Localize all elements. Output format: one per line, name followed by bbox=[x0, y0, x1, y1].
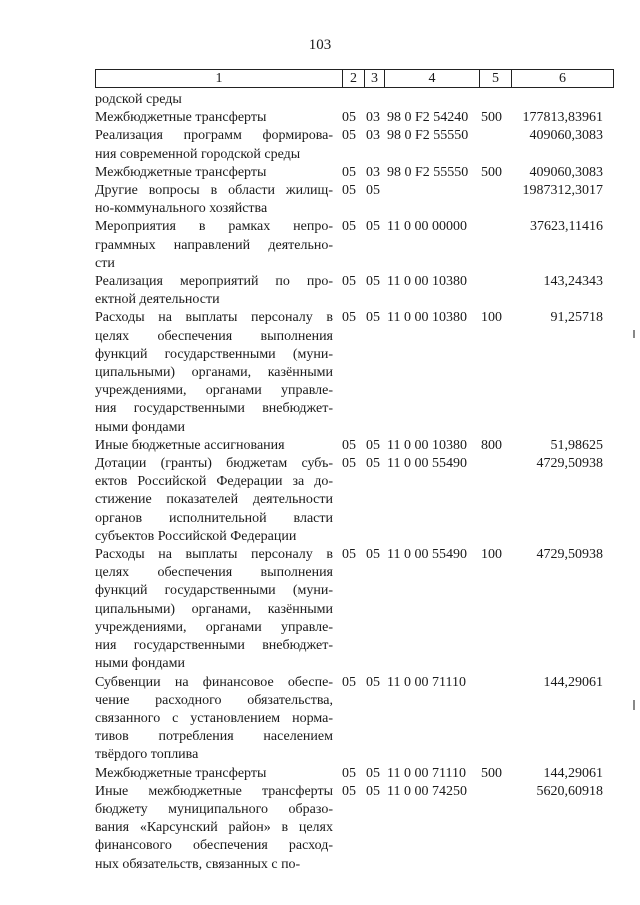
subsection-code: 03 bbox=[366, 110, 380, 126]
description-line: субъектов Российской Федерации bbox=[95, 528, 297, 544]
column-header-4: 4 bbox=[385, 70, 480, 88]
target-article-code: 98 0 F2 54240 bbox=[387, 110, 469, 126]
row-description bbox=[95, 783, 333, 874]
expense-type-code: 500 bbox=[481, 110, 502, 126]
subsection-code: 05 bbox=[366, 437, 380, 453]
target-article-code: 98 0 F2 55550 bbox=[387, 164, 469, 180]
description-line: целях обеспечения выполнения bbox=[95, 328, 333, 344]
description-line: ектной деятельности bbox=[95, 292, 220, 308]
target-article-code: 11 0 00 10380 bbox=[387, 274, 467, 290]
description-line: Мероприятия в рамках непро- bbox=[95, 219, 333, 235]
section-code: 05 bbox=[342, 765, 356, 781]
column-header-5: 5 bbox=[480, 70, 512, 88]
description-line: тивов потребления населением bbox=[95, 729, 333, 745]
subsection-code: 03 bbox=[366, 128, 380, 144]
row-description bbox=[95, 309, 333, 436]
description-line: функций государственными (муни- bbox=[95, 346, 333, 362]
column-header-2: 2 bbox=[343, 70, 365, 88]
table-row bbox=[95, 765, 615, 783]
subsection-code: 05 bbox=[366, 783, 380, 799]
table-row bbox=[95, 218, 615, 273]
expense-type-code: 500 bbox=[481, 164, 502, 180]
amount: 4729,50938 bbox=[536, 456, 603, 472]
description-line: связанного с установлением норма- bbox=[95, 710, 333, 726]
row-description bbox=[95, 273, 333, 309]
amount: 4729,50938 bbox=[536, 547, 603, 563]
budget-table-body bbox=[95, 91, 615, 874]
row-description bbox=[95, 182, 333, 218]
subsection-code: 05 bbox=[366, 310, 380, 326]
amount: 37623,11416 bbox=[530, 219, 603, 235]
description-line: ципальными) органами, казёнными bbox=[95, 365, 333, 381]
amount: 5620,60918 bbox=[536, 783, 603, 799]
section-code: 05 bbox=[342, 110, 356, 126]
expense-type-code: 800 bbox=[481, 437, 502, 453]
description-line: родской среды bbox=[95, 92, 182, 107]
column-header-table bbox=[95, 69, 614, 88]
scan-edge-mark bbox=[633, 700, 635, 710]
subsection-code: 05 bbox=[366, 547, 380, 563]
row-description bbox=[95, 127, 333, 163]
description-line: Реализация мероприятий по про- bbox=[95, 274, 333, 290]
amount: 143,24343 bbox=[543, 274, 603, 290]
description-line: граммных направлений деятельно- bbox=[95, 237, 333, 253]
description-line: Дотации (гранты) бюджетам субъ- bbox=[95, 456, 333, 472]
section-code: 05 bbox=[342, 274, 356, 290]
description-line: Другие вопросы в области жилищ- bbox=[95, 183, 333, 199]
table-row bbox=[95, 783, 615, 874]
section-code: 05 bbox=[342, 437, 356, 453]
description-line: чение расходного обязательства, bbox=[95, 692, 333, 708]
description-line: учреждениями, органами управле- bbox=[95, 383, 333, 399]
description-line: учреждениями, органами управле- bbox=[95, 619, 333, 635]
section-code: 05 bbox=[342, 547, 356, 563]
description-line: Реализация программ формирова- bbox=[95, 128, 333, 144]
amount: 91,25718 bbox=[550, 310, 603, 326]
column-header-6: 6 bbox=[512, 70, 614, 88]
description-line: финансового обеспечения расход- bbox=[95, 838, 333, 854]
table-row bbox=[95, 309, 615, 436]
target-article-code: 98 0 F2 55550 bbox=[387, 128, 469, 144]
section-code: 05 bbox=[342, 456, 356, 472]
description-line: ными фондами bbox=[95, 419, 186, 435]
description-line: Иные бюджетные ассигнования bbox=[95, 437, 285, 453]
description-line: Иные межбюджетные трансферты bbox=[95, 783, 333, 799]
target-article-code: 11 0 00 10380 bbox=[387, 437, 467, 453]
description-line: Межбюджетные трансферты bbox=[95, 765, 267, 781]
row-description bbox=[95, 546, 333, 673]
table-row bbox=[95, 109, 615, 127]
table-row bbox=[95, 455, 615, 546]
description-line: стижение показателей деятельности bbox=[95, 492, 333, 508]
description-line: органов исполнительной власти bbox=[95, 510, 333, 526]
description-line: твёрдого топлива bbox=[95, 747, 199, 763]
description-line: вания «Карсунский район» в целях bbox=[95, 820, 333, 836]
column-header-3: 3 bbox=[365, 70, 385, 88]
description-line: бюджету муниципального образо- bbox=[95, 801, 333, 817]
description-line: Межбюджетные трансферты bbox=[95, 164, 267, 180]
description-line: Межбюджетные трансферты bbox=[95, 110, 267, 126]
description-line: ния современной городской среды bbox=[95, 146, 301, 162]
section-code: 05 bbox=[342, 674, 356, 690]
subsection-code: 03 bbox=[366, 164, 380, 180]
expense-type-code: 100 bbox=[481, 310, 502, 326]
subsection-code: 05 bbox=[366, 274, 380, 290]
description-line: ципальными) органами, казёнными bbox=[95, 601, 333, 617]
expense-type-code: 100 bbox=[481, 547, 502, 563]
description-line: ектов Российской Федерации за до- bbox=[95, 474, 333, 490]
subsection-code: 05 bbox=[366, 765, 380, 781]
amount: 1987312,3017 bbox=[522, 183, 603, 199]
target-article-code: 11 0 00 00000 bbox=[387, 219, 467, 235]
column-header-row bbox=[96, 70, 614, 88]
amount: 144,29061 bbox=[543, 765, 603, 781]
column-header-1: 1 bbox=[96, 70, 343, 88]
description-line: но-коммунального хозяйства bbox=[95, 201, 268, 217]
amount: 409060,3083 bbox=[529, 128, 603, 144]
section-code: 05 bbox=[342, 183, 356, 199]
target-article-code: 11 0 00 71110 bbox=[387, 674, 466, 690]
table-row bbox=[95, 127, 615, 163]
table-row bbox=[95, 674, 615, 765]
amount: 51,98625 bbox=[550, 437, 603, 453]
row-description bbox=[95, 455, 333, 546]
page-number: 103 bbox=[308, 37, 332, 53]
table-row bbox=[95, 182, 615, 218]
description-line: Субвенции на финансовое обеспе- bbox=[95, 674, 333, 690]
section-code: 05 bbox=[342, 219, 356, 235]
target-article-code: 11 0 00 74250 bbox=[387, 783, 467, 799]
scan-edge-mark bbox=[633, 330, 635, 338]
row-description bbox=[95, 164, 333, 182]
subsection-code: 05 bbox=[366, 219, 380, 235]
section-code: 05 bbox=[342, 128, 356, 144]
target-article-code: 11 0 00 71110 bbox=[387, 765, 466, 781]
description-line: ния государственными внебюджет- bbox=[95, 401, 333, 417]
row-description bbox=[95, 218, 333, 273]
amount: 409060,3083 bbox=[529, 164, 603, 180]
row-description bbox=[95, 765, 333, 783]
description-line: сти bbox=[95, 255, 115, 271]
amount: 177813,83961 bbox=[522, 110, 603, 126]
subsection-code: 05 bbox=[366, 456, 380, 472]
subsection-code: 05 bbox=[366, 183, 380, 199]
table-row bbox=[95, 273, 615, 309]
description-line: функций государственными (муни- bbox=[95, 583, 333, 599]
description-line: ных обязательств, связанных с по- bbox=[95, 856, 301, 872]
description-line: ния государственными внебюджет- bbox=[95, 638, 333, 654]
row-description bbox=[95, 674, 333, 765]
section-code: 05 bbox=[342, 310, 356, 326]
expense-type-code: 500 bbox=[481, 765, 502, 781]
table-row bbox=[95, 546, 615, 673]
description-line: целях обеспечения выполнения bbox=[95, 565, 333, 581]
row-description bbox=[95, 91, 333, 109]
target-article-code: 11 0 00 10380 bbox=[387, 310, 467, 326]
table-row bbox=[95, 91, 615, 109]
target-article-code: 11 0 00 55490 bbox=[387, 547, 467, 563]
row-description bbox=[95, 437, 333, 455]
amount: 144,29061 bbox=[543, 674, 603, 690]
description-line: Расходы на выплаты персоналу в bbox=[95, 547, 333, 563]
description-line: ными фондами bbox=[95, 656, 186, 672]
section-code: 05 bbox=[342, 783, 356, 799]
target-article-code: 11 0 00 55490 bbox=[387, 456, 467, 472]
subsection-code: 05 bbox=[366, 674, 380, 690]
description-line: Расходы на выплаты персоналу в bbox=[95, 310, 333, 326]
section-code: 05 bbox=[342, 164, 356, 180]
table-row bbox=[95, 164, 615, 182]
table-row bbox=[95, 437, 615, 455]
row-description bbox=[95, 109, 333, 127]
